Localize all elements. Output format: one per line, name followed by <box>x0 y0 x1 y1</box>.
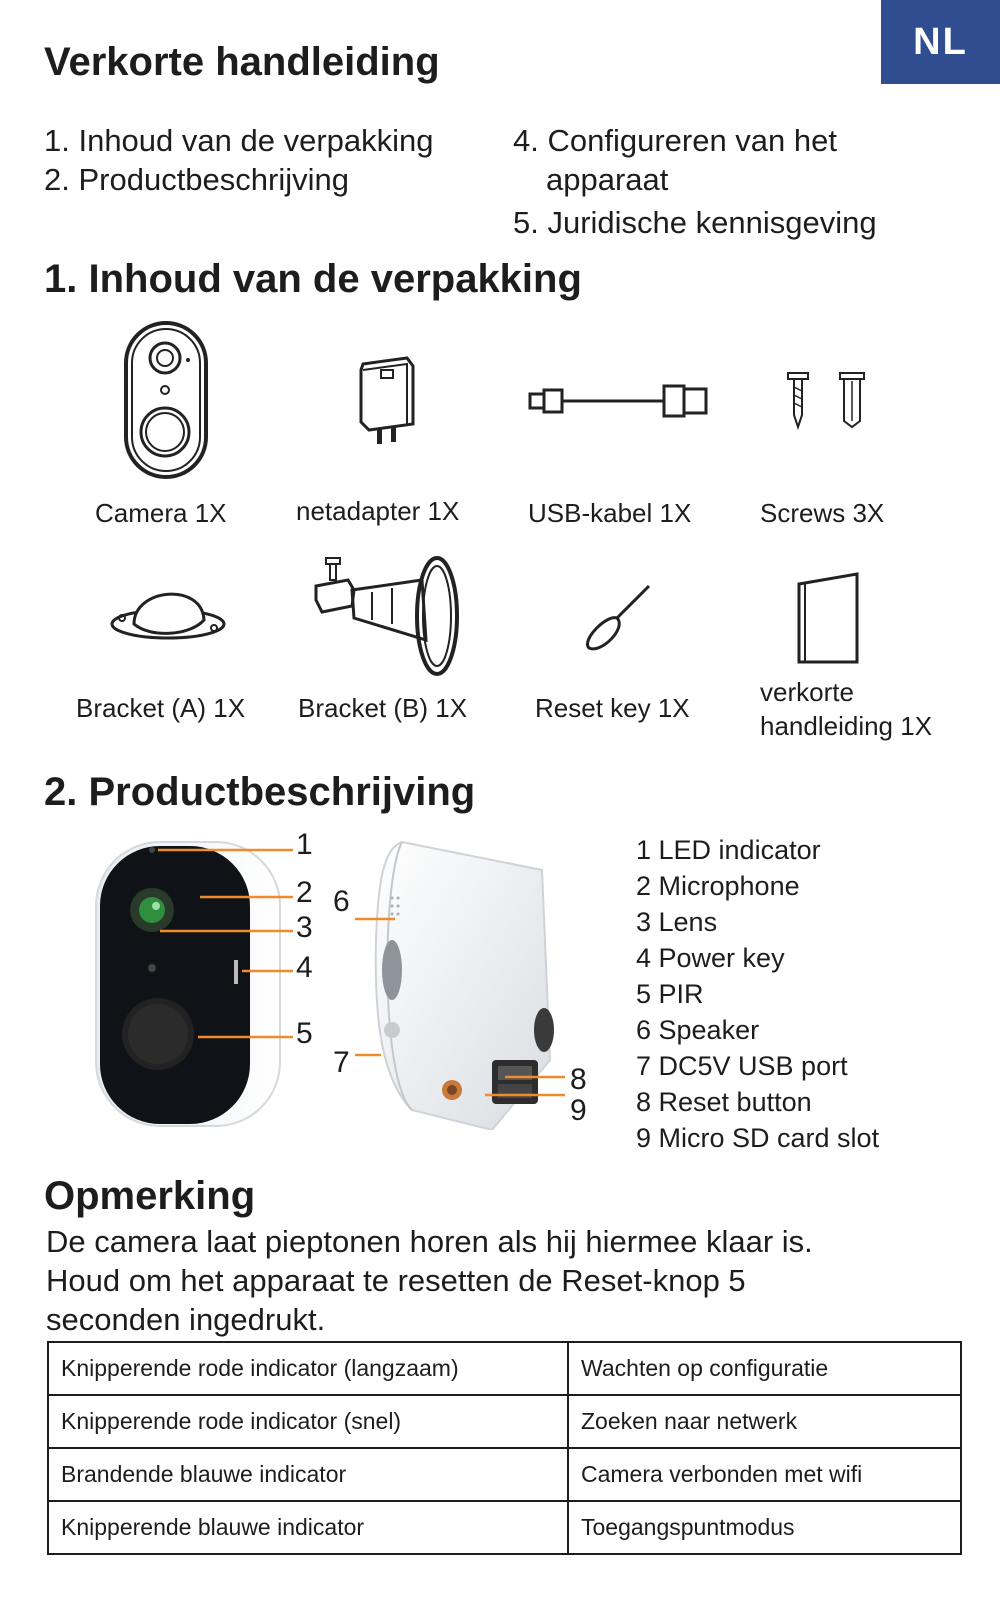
bracket-a-icon <box>110 580 226 652</box>
screws-icon <box>786 371 868 431</box>
callout-number: 8 <box>570 1063 587 1096</box>
item-label: Bracket (B) 1X <box>298 693 468 723</box>
toc-item-continuation: apparaat <box>546 162 669 197</box>
note-line: De camera laat pieptonen horen als hij hiermee klaar is. <box>46 1224 813 1259</box>
table-row <box>48 1395 961 1448</box>
camera-icon <box>123 320 209 480</box>
item-label: USB-kabel 1X <box>528 498 692 528</box>
note-line: Houd om het apparaat te resetten de Reset-knop 5 <box>46 1263 746 1298</box>
bracket-b-icon <box>312 556 462 680</box>
meaning-cell: Wachten op configuratie <box>568 1342 961 1395</box>
section-heading-contents: 1. Inhoud van de verpakking <box>44 257 582 301</box>
language-badge: NL <box>881 0 1000 84</box>
item-label-line: handleiding 1X <box>760 711 933 741</box>
indicator-cell: Brandende blauwe indicator <box>48 1448 568 1501</box>
item-label: Screws 3X <box>760 498 885 528</box>
item-label: Camera 1X <box>95 498 227 528</box>
feature-item: 1 LED indicator <box>636 835 821 865</box>
feature-item: 4 Power key <box>636 943 785 973</box>
toc-right <box>513 121 877 242</box>
callout-number: 3 <box>296 911 313 944</box>
usb-cable-icon <box>528 380 710 422</box>
note-body <box>46 1222 813 1339</box>
feature-item: 6 Speaker <box>636 1015 760 1045</box>
toc-item[interactable]: 5. Juridische kennisgeving <box>513 205 877 240</box>
item-label <box>760 675 932 743</box>
toc-item[interactable]: 4. Configureren van het <box>513 123 837 158</box>
front-callout-lines <box>150 840 320 1100</box>
callout-number: 1 <box>296 828 313 861</box>
reset-key-icon <box>583 584 653 654</box>
side-callout-lines <box>355 895 585 1105</box>
toc-item[interactable]: 2. Productbeschrijving <box>44 162 349 197</box>
page-title: Verkorte handleiding <box>44 40 440 84</box>
note-heading: Opmerking <box>44 1174 256 1218</box>
feature-item: 7 DC5V USB port <box>636 1051 848 1081</box>
item-label-line: verkorte <box>760 677 854 707</box>
note-line: seconden ingedrukt. <box>46 1302 326 1337</box>
indicator-cell: Knipperende rode indicator (snel) <box>48 1395 568 1448</box>
callout-number: 2 <box>296 876 313 909</box>
callout-number: 4 <box>296 951 313 984</box>
indicator-status-table <box>47 1341 962 1555</box>
callout-number: 7 <box>333 1046 350 1079</box>
table-row <box>48 1448 961 1501</box>
table-row <box>48 1501 961 1554</box>
toc-left <box>44 121 434 199</box>
feature-item: 9 Micro SD card slot <box>636 1123 880 1153</box>
meaning-cell: Camera verbonden met wifi <box>568 1448 961 1501</box>
item-label: Reset key 1X <box>535 693 690 723</box>
section-heading-product: 2. Productbeschrijving <box>44 770 476 814</box>
meaning-cell: Zoeken naar netwerk <box>568 1395 961 1448</box>
feature-item: 8 Reset button <box>636 1087 812 1117</box>
manual-icon <box>795 570 861 666</box>
callout-number: 6 <box>333 885 350 918</box>
meaning-cell: Toegangspuntmodus <box>568 1501 961 1554</box>
indicator-cell: Knipperende rode indicator (langzaam) <box>48 1342 568 1395</box>
feature-item: 5 PIR <box>636 979 704 1009</box>
item-label: Bracket (A) 1X <box>76 693 246 723</box>
table-row <box>48 1342 961 1395</box>
feature-item: 2 Microphone <box>636 871 800 901</box>
callout-number: 5 <box>296 1017 313 1050</box>
feature-list <box>636 832 879 1156</box>
toc-item[interactable]: 1. Inhoud van de verpakking <box>44 123 434 158</box>
power-adapter-icon <box>357 356 417 448</box>
feature-item: 3 Lens <box>636 907 718 937</box>
indicator-cell: Knipperende blauwe indicator <box>48 1501 568 1554</box>
item-label: netadapter 1X <box>296 496 460 526</box>
callout-number: 9 <box>570 1094 587 1127</box>
